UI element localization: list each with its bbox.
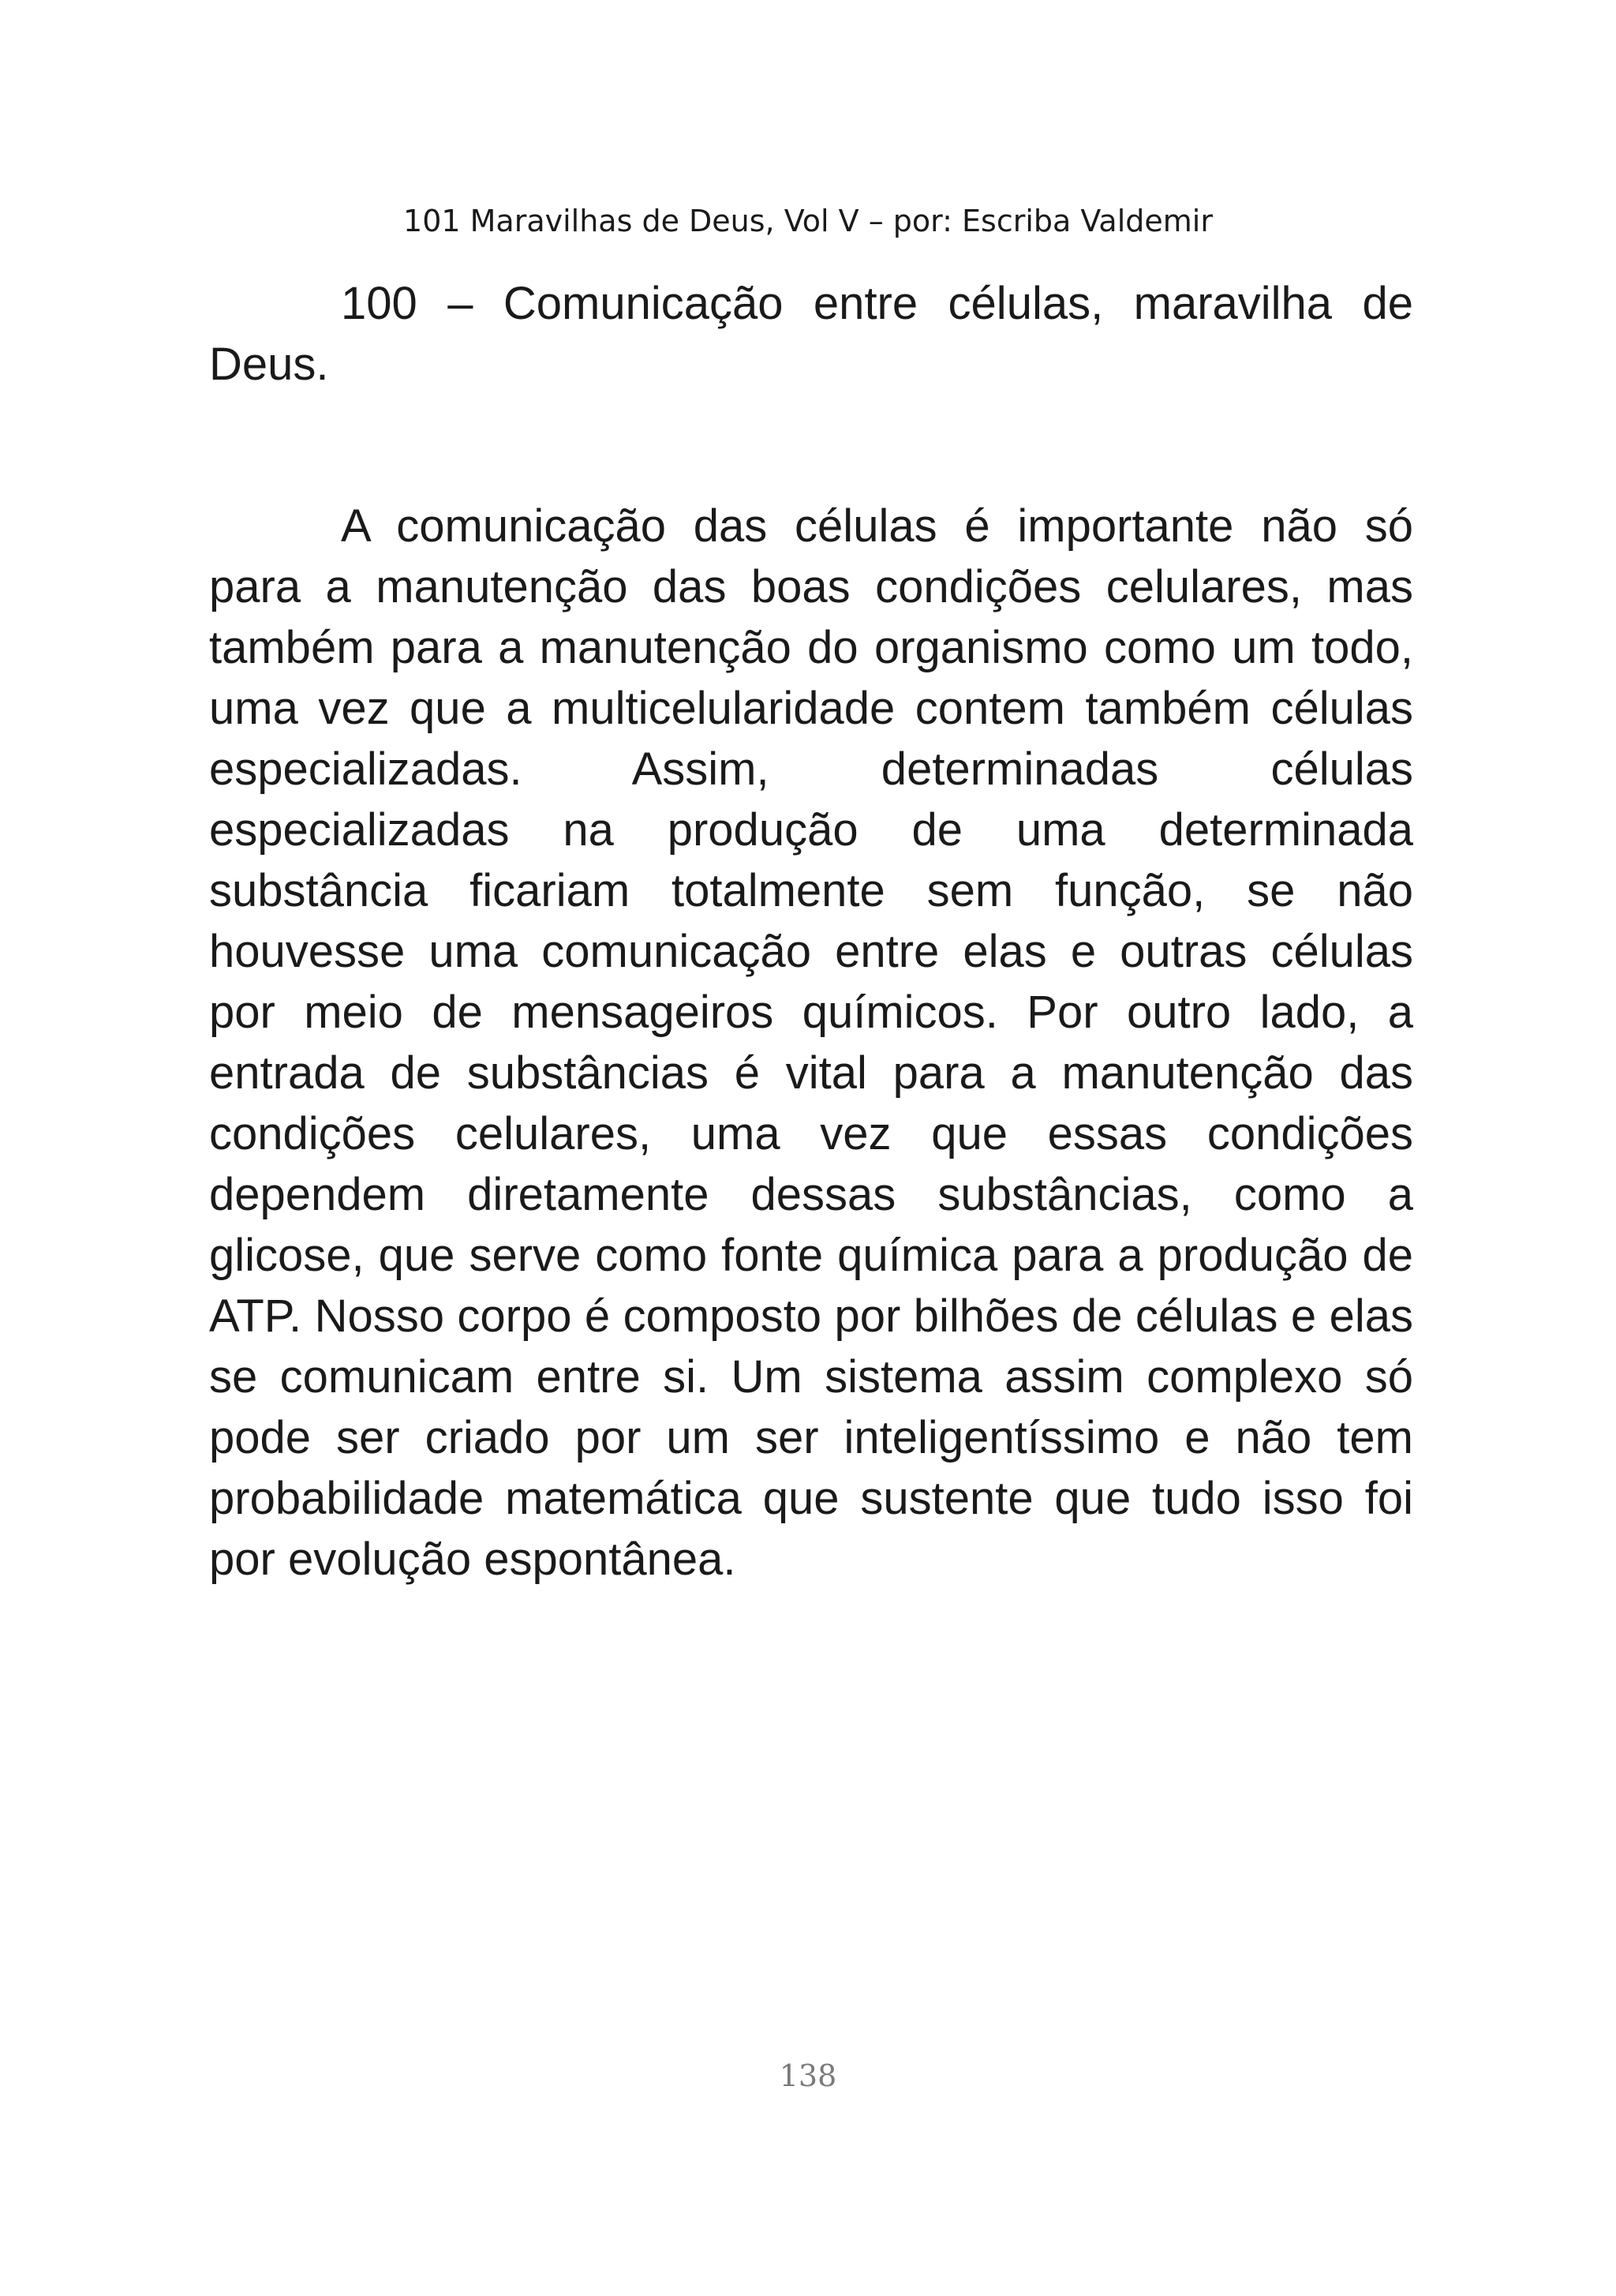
chapter-title: 100 – Comunicação entre células, maravilha de Deus.: [209, 278, 1413, 390]
body-paragraph: A comunicação das células é importante não só para a manutenção das boas condições celulares, mas também para a manutenção do organismo como um todo, uma vez que a multicelularidade contem também células especializadas. Assim, determinadas células especializadas na produção de uma determinada substância ficariam totalmente sem função, se não houvesse uma comunicação entre elas e outras células por meio de mensageiros químicos. Por outro lado, a entrada de substâncias é vital para a manutenção das condições celulares, uma vez que essas condições dependem diretamente dessas substâncias, como a glicose, que serve como fonte química para a produção de ATP. Nosso corpo é composto por bilhões de células e elas se comunicam entre si. Um sistema assim complexo só pode ser criado por um ser inteligentíssimo e não tem probabilidade matemática que sustente que tudo isso foi por evolução espontânea.: [209, 500, 1413, 1585]
page-content: [209, 273, 1413, 1590]
page-number: 138: [779, 2058, 837, 2093]
running-header: 101 Maravilhas de Deus, Vol V – por: Escriba Valdemir: [403, 204, 1213, 238]
